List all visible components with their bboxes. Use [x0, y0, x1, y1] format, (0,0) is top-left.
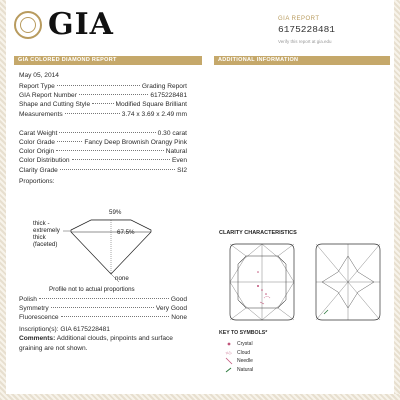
- grading-fields: [19, 130, 187, 176]
- finish-field-label: Polish: [19, 296, 37, 303]
- report-field-row: [19, 83, 187, 92]
- crystal-symbol-icon: [225, 340, 233, 348]
- verify-text: Verify this report at gia.edu: [278, 39, 332, 44]
- report-label: GIA REPORT: [278, 16, 320, 22]
- dot-leader: [92, 103, 113, 104]
- finish-section: [19, 296, 187, 354]
- grading-field-row: [19, 130, 187, 139]
- report-field-value: Modified Square Brilliant: [115, 101, 187, 109]
- grading-field-value: Even: [171, 157, 187, 165]
- proportions-label: Proportions:: [19, 177, 55, 185]
- comments-label: Comments:: [19, 334, 56, 342]
- report-field-value: Grading Report: [141, 83, 187, 90]
- grading-field-label: Color Origin: [19, 148, 55, 156]
- girdle-line-3: thick: [33, 234, 46, 241]
- report-date: May 05, 2014: [19, 72, 59, 79]
- crown-view-plot: [230, 244, 294, 320]
- clarity-title: CLARITY CHARACTERISTICS: [219, 230, 297, 236]
- dot-leader: [51, 307, 154, 308]
- finish-field-value: None: [171, 314, 187, 322]
- key-item: [225, 366, 267, 375]
- natural-symbol-icon: [225, 366, 233, 374]
- security-border-right: [394, 0, 400, 400]
- key-item: [225, 357, 267, 366]
- symbol-key: [219, 330, 267, 374]
- dot-leader: [61, 316, 170, 317]
- pavilion-view-plot: [316, 244, 380, 320]
- report-field-label: Measurements: [19, 110, 63, 118]
- finish-field-row: [19, 296, 187, 305]
- finish-field-value: Very Good: [155, 305, 187, 313]
- gia-seal-icon: [14, 11, 42, 39]
- girdle-line-4: (faceted): [33, 241, 58, 248]
- cloud-symbol-icon: [225, 349, 233, 357]
- grading-field-label: Carat Weight: [19, 129, 58, 137]
- dot-leader: [59, 132, 155, 133]
- report-number: 6175228481: [278, 24, 336, 35]
- gia-logo: [14, 7, 114, 42]
- finish-field-value: Good: [170, 296, 187, 303]
- grading-field-label: Clarity Grade: [19, 166, 58, 174]
- report-field-value: 3.74 x 3.69 x 2.49 mm: [121, 110, 187, 118]
- dot-leader: [56, 150, 164, 151]
- key-title: KEY TO SYMBOLS*: [219, 330, 268, 336]
- clarity-plot-diagrams: [224, 242, 390, 322]
- grading-field-row: [19, 157, 187, 166]
- dot-leader: [39, 298, 169, 299]
- report-field-label: Shape and Cutting Style: [19, 101, 91, 109]
- grading-field-value: 0.30 carat: [157, 129, 187, 137]
- key-items: [219, 340, 267, 374]
- proportions-note: Profile not to actual proportions: [49, 286, 135, 293]
- key-item: [225, 340, 267, 349]
- finish-field-label: Fluorescence: [19, 314, 59, 322]
- report-field-row: [19, 111, 187, 120]
- grading-field-row: [19, 167, 187, 176]
- report-details: [19, 72, 187, 187]
- comments-text: Additional clouds, pinpoints and surface graining are not shown.: [19, 334, 173, 352]
- comments: [19, 334, 187, 354]
- depth-percent: 67.5%: [117, 229, 135, 236]
- inscription: Inscription(s): GIA 6175228481: [19, 325, 110, 333]
- grading-field-row: [19, 148, 187, 157]
- report-field-row: [19, 92, 187, 101]
- finish-fields: [19, 296, 187, 324]
- key-item-label: Crystal: [237, 341, 253, 348]
- girdle-line-1: thick -: [33, 220, 50, 227]
- needle-symbol-icon: [225, 357, 233, 365]
- dot-leader: [60, 169, 175, 170]
- key-item-label: Cloud: [237, 349, 251, 356]
- dot-leader: [65, 113, 120, 114]
- grading-field-value: Fancy Deep Brownish Orangy Pink: [84, 138, 187, 146]
- grading-field-value: Natural: [165, 148, 187, 156]
- dot-leader: [79, 94, 148, 95]
- grading-field-label: Color Grade: [19, 138, 55, 146]
- key-item-label: Natural: [237, 366, 254, 373]
- report-fields: [19, 83, 187, 120]
- section-title-left: GIA COLORED DIAMOND REPORT: [14, 56, 202, 65]
- report-field-label: GIA Report Number: [19, 92, 77, 100]
- key-item-label: Needle: [237, 358, 253, 365]
- table-percent: 59%: [109, 209, 122, 216]
- security-border-bottom: [0, 394, 400, 400]
- finish-field-row: [19, 314, 187, 323]
- grading-field-row: [19, 139, 187, 148]
- grading-field-label: Color Distribution: [19, 157, 70, 165]
- dot-leader: [72, 159, 170, 160]
- section-title-right: ADDITIONAL INFORMATION: [214, 56, 390, 65]
- report-field-value: 6175228481: [150, 92, 187, 100]
- culet-label: none: [115, 275, 129, 282]
- girdle-line-2: extremely: [33, 227, 60, 234]
- finish-field-label: Symmetry: [19, 305, 49, 313]
- key-item: [225, 349, 267, 358]
- grading-field-value: SI2: [177, 166, 187, 174]
- dot-leader: [57, 85, 140, 86]
- security-border-left: [0, 0, 6, 400]
- finish-field-row: [19, 305, 187, 314]
- logo-text: GIA: [48, 7, 114, 42]
- report-number-box: [278, 16, 335, 44]
- dot-leader: [57, 141, 82, 142]
- report-field-label: Report Type: [19, 83, 55, 90]
- report-field-row: [19, 101, 187, 110]
